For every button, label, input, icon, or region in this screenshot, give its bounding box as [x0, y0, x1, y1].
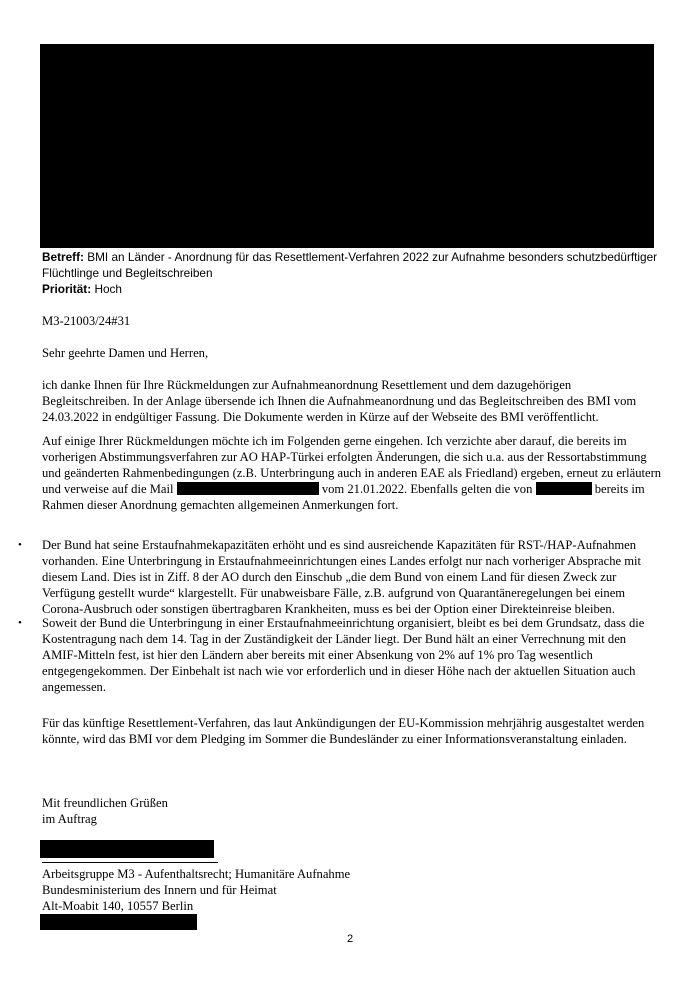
- redacted-email-header: [40, 44, 654, 248]
- signature-address: Alt-Moabit 140, 10557 Berlin: [42, 899, 194, 913]
- signature-ministry: Bundesministerium des Innern und für Heimat: [42, 883, 277, 897]
- priority-value: Hoch: [94, 282, 122, 296]
- email-header: [42, 249, 662, 297]
- redacted-contact: [40, 914, 197, 930]
- bullet-item-2: Soweit der Bund die Unterbringung in einer Erstaufnahmeeinrichtung organisiert, bleibt es bei dem Grundsatz, dass die Kostentragung nach dem 14. Tag in der Zuständigkeit der Länder liegt. Der Bund hält an einer Verrechnung mit den AMIF-Mitteln fest, ist hier den Ländern aber bereits mit einer Absenkung von 2% auf 1% pro Tag wesentlich entgegengekommen. Der Einbehalt ist nach wie vor erforderlich und in dieser Höhe nach der aktuellen Situation auch angemessen.: [42, 616, 645, 694]
- subject-label: Betreff:: [42, 250, 84, 264]
- bullet-item-1: Der Bund hat seine Erstaufnahmekapazitäten erhöht und es sind ausreichende Kapazitäten für RST-/HAP-Aufnahmen vorhanden. Eine Unterbringung in Erstaufnahmeeinrichtungen eines Landes erfolgt nur nach vorheriger Absprache mit diesem Land. Dies ist in Ziff. 8 der AO durch den Einschub „die dem Bund von einem Land für diesen Zweck zur Verfügung gestellt wurde“ klargestellt. Für unabweisbare Fälle, z.B. aufgrund von Quarantäneregelungen bei einem Corona-Ausbruch oder sonstigen übertragbaren Krankheiten, muss es bei der Option einer Direkteinreise bleiben.: [42, 538, 642, 616]
- bullet-marker: •: [18, 617, 22, 629]
- closing-on-behalf: im Auftrag: [42, 812, 97, 826]
- paragraph-2-part-1: Auf einige Ihrer Rückmeldungen möchte ich im Folgenden gerne eingehen. Ich verzichte aber darauf, die bereits im vorherigen Abstimmungsverfahren zur AO HAP-Türkei erfolgten Änderungen, die sich u.a. aus der Ressortabstimmung und geänderten Rahmenbedingungen (z.B. Unterbringung auch in anderen EAE als Friedland) ergeben, erneut zu erläutern und verweise auf die Mail: [42, 434, 662, 496]
- priority-label: Priorität:: [42, 282, 92, 296]
- redacted-inline-2: [536, 482, 592, 495]
- redacted-signature-name: [40, 840, 214, 858]
- redacted-inline-1: [177, 482, 319, 495]
- salutation: Sehr geehrte Damen und Herren,: [42, 346, 209, 360]
- paragraph-2: [42, 433, 662, 513]
- paragraph-2-part-2: vom 21.01.2022. Ebenfalls gelten die von: [321, 482, 533, 496]
- paragraph-1: ich danke Ihnen für Ihre Rückmeldungen zur Aufnahmeanordnung Resettlement und dem dazugehörigen Begleitschreiben. In der Anlage übersende ich Ihnen die Aufnahmeanordnung und das Begleitschreiben des BMI vom 24.03.2022 in endgültiger Fassung. Die Dokumente werden in Kürze auf der Webseite des BMI veröffentlicht.: [42, 378, 637, 424]
- closing-greeting: Mit freundlichen Grüßen: [42, 796, 168, 810]
- signature-divider: [42, 862, 218, 863]
- subject-text: BMI an Länder - Anordnung für das Resettlement-Verfahren 2022 zur Aufnahme besonders schutzbedürftiger Flüchtlinge und Begleitschreiben: [42, 250, 658, 280]
- reference-number: M3-21003/24#31: [42, 314, 131, 328]
- signature-department: Arbeitsgruppe M3 - Aufenthaltsrecht; Humanitäre Aufnahme: [42, 867, 351, 881]
- bullet-marker: •: [18, 539, 22, 551]
- page-number: 2: [346, 933, 354, 945]
- paragraph-3: Für das künftige Resettlement-Verfahren, das laut Ankündigungen der EU-Kommission mehrjährig ausgestaltet werden könnte, wird das BMI vor dem Pledging im Sommer die Bundesländer zu einer Informationsveranstaltung einladen.: [42, 716, 645, 746]
- paragraph-2-part-3: bereits im Rahmen dieser Anordnung gemachten allgemeinen Anmerkungen fort.: [42, 482, 645, 512]
